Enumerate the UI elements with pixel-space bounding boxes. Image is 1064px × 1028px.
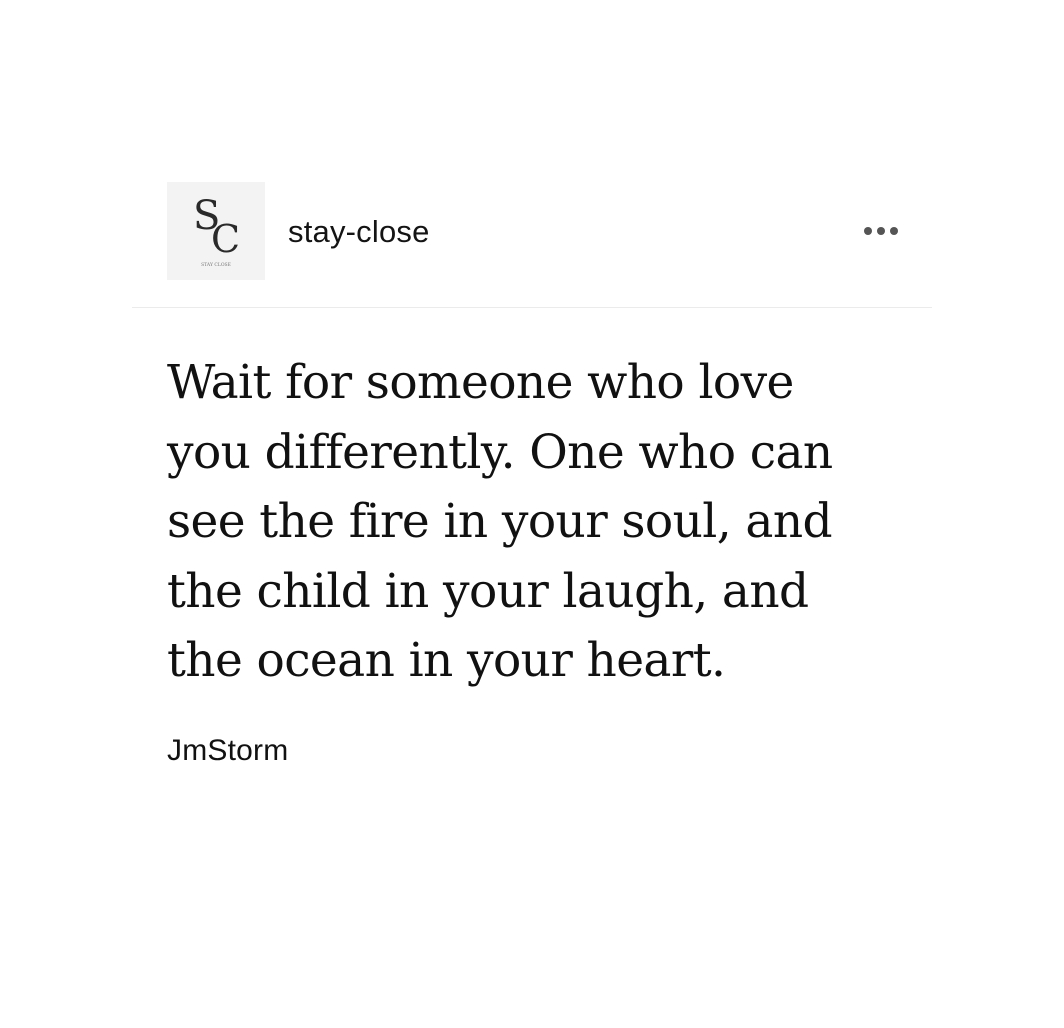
blog-name-link[interactable]: stay-close (288, 214, 430, 249)
quote-text: Wait for someone who love you differently. One who can see the fire in your soul, and the child in your laugh, and the ocean in your heart. (167, 355, 833, 688)
post-header (132, 182, 932, 308)
more-options-button[interactable] (860, 220, 902, 242)
post-card (132, 182, 932, 767)
quote-author: JmStorm (167, 734, 289, 767)
sc-monogram-logo-icon (167, 182, 265, 280)
svg-text:STAY CLOSE: STAY CLOSE (201, 263, 231, 268)
blog-avatar[interactable] (167, 182, 265, 280)
svg-text:S: S (193, 193, 221, 239)
svg-text:C: C (211, 217, 241, 261)
more-horizontal-icon (860, 220, 902, 242)
